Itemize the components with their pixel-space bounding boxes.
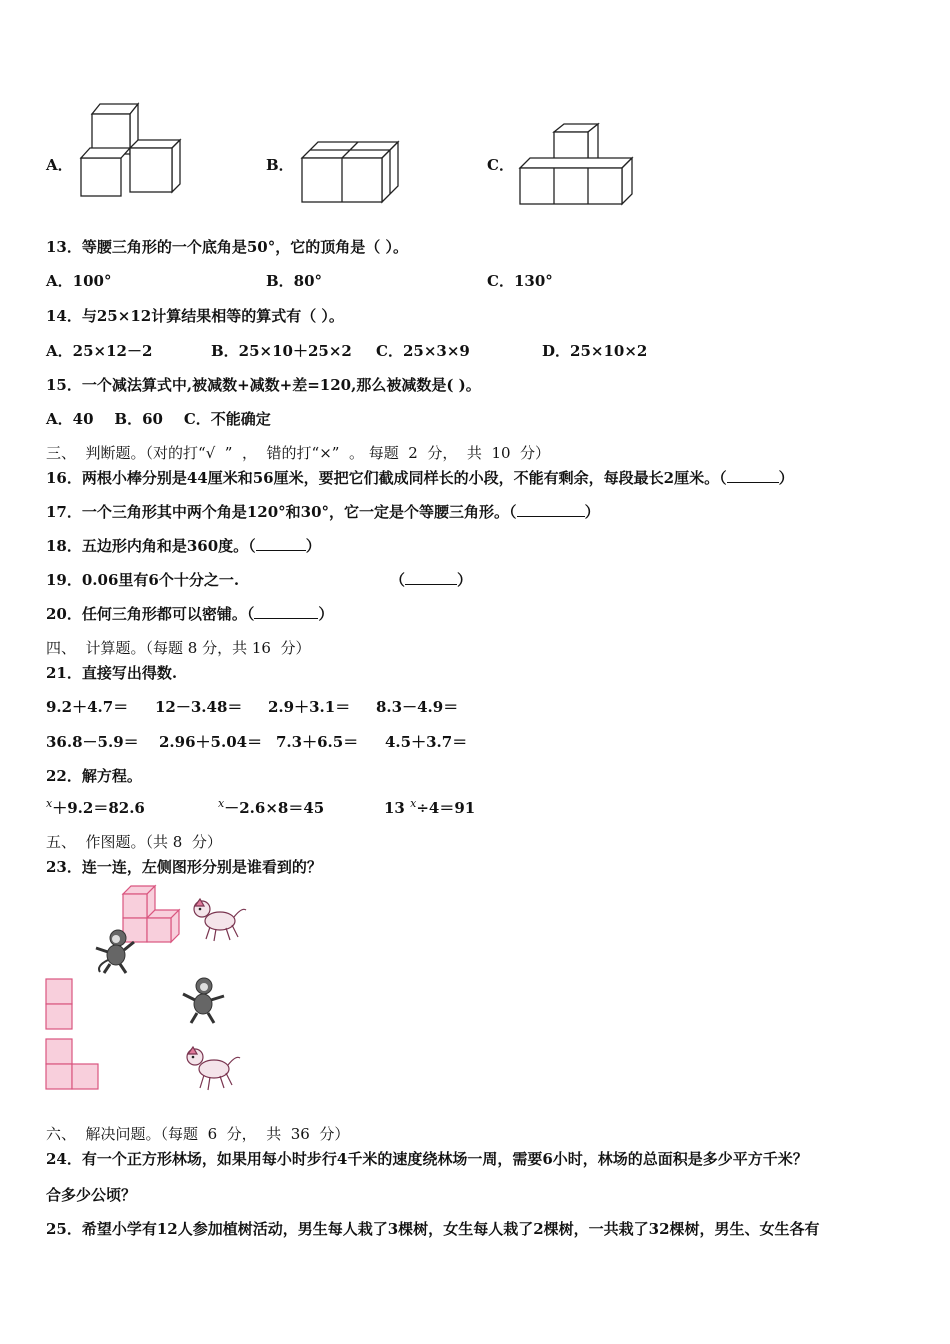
q22-eq3-coef: 13	[384, 799, 405, 817]
q16-answer-blank[interactable]	[727, 468, 779, 483]
q22-variable: x	[410, 797, 417, 810]
q14-question: 14．与25×12计算结果相等的算式有（ ）。	[46, 307, 344, 325]
q24-line-2: 合多少公顷？	[46, 1186, 137, 1204]
q25-line-1: 25．希望小学有12人参加植树活动，男生每人栽了3棵树，女生每人栽了2棵树，一共栽了32棵树，男生、女生各有	[46, 1220, 820, 1238]
q21-expr: 36.8－5.9＝	[46, 733, 139, 751]
q22-variable: x	[46, 797, 53, 810]
q14-option-a: A．25×12－2	[46, 342, 153, 360]
section-4-heading: 四、 计算题。（每题 8 分，共 16 分）	[46, 639, 311, 657]
q22-eq2-text: －2.6×8＝45	[224, 799, 325, 817]
q19-close: ）	[457, 571, 473, 589]
q21-expr: 8.3－4.9＝	[376, 698, 459, 716]
q13-question: 13．等腰三角形的一个底角是50°，它的顶角是（ ）。	[46, 238, 408, 256]
q23-question: 23．连一连，左侧图形分别是谁看到的？	[46, 858, 322, 876]
q18-text: 18．五边形内角和是360度。（	[46, 537, 256, 555]
section-6-heading: 六、 解决问题。（每题 6 分， 共 36 分）	[46, 1125, 350, 1143]
q22-variable: x	[218, 797, 225, 810]
q18-answer-blank[interactable]	[256, 536, 306, 551]
q20-answer-blank[interactable]	[254, 604, 318, 619]
q16-row	[46, 467, 794, 488]
q17-row	[46, 501, 600, 522]
q13-option-c: C．130°	[487, 272, 553, 290]
q16-close: ）	[778, 469, 794, 487]
q23-view-shape-1	[45, 978, 75, 1032]
q20-text: 20．任何三角形都可以密铺。（	[46, 605, 255, 623]
q12-option-a-figure	[78, 100, 188, 200]
q12-option-b-figure	[298, 136, 408, 206]
q19-text: 19．0.06里有6个十分之一.	[46, 571, 240, 589]
q17-answer-blank[interactable]	[517, 502, 585, 517]
q17-text: 17．一个三角形其中两个角是120°和30°，它一定是个等腰三角形。（	[46, 503, 517, 521]
q19-open: （	[390, 571, 406, 589]
section-3-heading: 三、 判断题。（对的打“√ ” ， 错的打“×” 。 每题 2 分， 共 10 分）	[46, 444, 551, 462]
q12-option-c-figure	[516, 122, 638, 207]
q14-option-b: B．25×10＋25×2	[211, 342, 352, 360]
q21-expr: 7.3＋6.5＝	[276, 733, 359, 751]
q12-option-b-label: B．	[266, 156, 294, 174]
q21-title: 21．直接写出得数.	[46, 664, 178, 682]
q15-question: 15．一个减法算式中,被减数+减数+差=120,那么被减数是( )。	[46, 376, 481, 394]
q24-line-1: 24．有一个正方形林场，如果用每小时步行4千米的速度绕林场一周，需要6小时，林场的总面积是多少平方千米？	[46, 1150, 808, 1168]
q22-eq3-text: ÷4＝91	[416, 799, 476, 817]
dog-icon	[182, 1044, 242, 1092]
dog-icon	[190, 897, 248, 943]
q21-expr: 12－3.48＝	[155, 698, 243, 716]
q13-option-a: A．100°	[46, 272, 112, 290]
monkey-icon	[92, 928, 136, 974]
q20-row	[46, 603, 333, 624]
q22-equation-2	[218, 797, 324, 818]
q18-row	[46, 535, 321, 556]
q23-view-shape-2	[45, 1038, 101, 1092]
q12-option-a-label: A．	[46, 156, 73, 174]
q19-answer	[390, 569, 472, 590]
q20-close: ）	[318, 605, 334, 623]
q13-option-b: B．80°	[266, 272, 323, 290]
q14-option-d: D．25×10×2	[542, 342, 648, 360]
q22-title: 22．解方程。	[46, 767, 142, 785]
q22-eq1-text: ＋9.2＝82.6	[52, 799, 145, 817]
q21-expr: 2.9＋3.1＝	[268, 698, 351, 716]
q17-close: ）	[584, 503, 600, 521]
q21-expr: 9.2＋4.7＝	[46, 698, 129, 716]
monkey-icon	[180, 976, 226, 1024]
q12-option-c-label: C．	[487, 156, 514, 174]
q21-expr: 2.96＋5.04＝	[159, 733, 263, 751]
q22-equation-1	[46, 797, 145, 818]
q14-option-c: C．25×3×9	[376, 342, 470, 360]
q22-equation-3	[384, 797, 475, 818]
q21-expr: 4.5＋3.7＝	[385, 733, 468, 751]
q18-close: ）	[305, 537, 321, 555]
q15-options: A．40 B．60 C．不能确定	[46, 410, 271, 428]
q19-answer-blank[interactable]	[405, 570, 457, 585]
q16-text: 16．两根小棒分别是44厘米和56厘米，要把它们截成同样长的小段，不能有剩余，每段最长2厘米。（	[46, 469, 727, 487]
section-5-heading: 五、 作图题。（共 8 分）	[46, 833, 222, 851]
